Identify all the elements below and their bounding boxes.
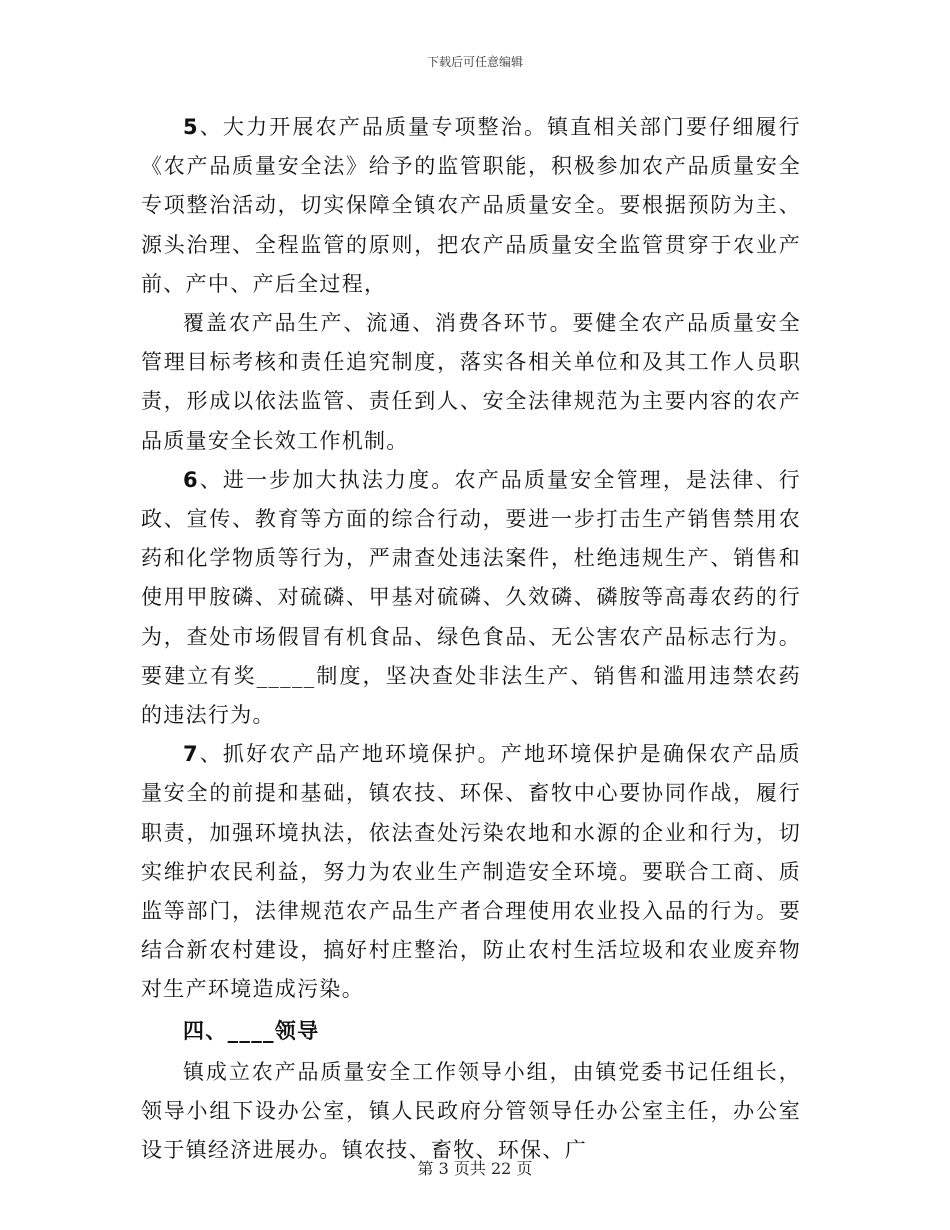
paragraph-leadership: 镇成立农产品质量安全工作领导小组，由镇党委书记任组长，领导小组下设办公室，镇人民政府分管领导任办公室主任，办公室设于镇经济进展办。镇农技、畜牧、环保、广 (141, 1059, 801, 1163)
item-number: 6 (183, 467, 199, 492)
page-header: 下载后可任意编辑 (426, 55, 523, 69)
paragraph-item-6 (141, 461, 801, 735)
paragraph-text: 、抓好农产品产地环境保护。产地环境保护是确保农产品质量安全的前提和基础，镇农技、环保、畜牧中心要协同作战，履行职责，加强环境执法，依法查处污染农地和水源的企业和行为，切实维护农民利益，努力为农业生产制造安全环境。要联合工商、质监等部门，法律规范农产品生产者合理使用农业投入品的行为。要结合新农村建设，搞好村庄整治，防止农村生活垃圾和农业废弃物对生产环境造成污染。 (141, 742, 801, 1002)
paragraph-continuation: 覆盖农产品生产、流通、消费各环节。要健全农产品质量安全管理目标考核和责任追究制度，落实各相关单位和及其工作人员职责，形成以依法监管、责任到人、安全法律规范为主要内容的农产品质量安全长效工作机制。 (141, 311, 801, 453)
item-number: 5 (183, 115, 199, 139)
section-heading: 四、____领导 (183, 1018, 320, 1043)
paragraph-item-7 (141, 735, 801, 1009)
paragraph-item-5 (141, 108, 801, 304)
page-footer: 第 3 页共 22 页 (417, 1159, 533, 1178)
document-body (141, 108, 801, 1170)
paragraph-text: 、大力开展农产品质量专项整治。镇直相关部门要仔细履行《农产品质量安全法》给予的监管职能，积极参加农产品质量安全专项整治活动，切实保障全镇农产品质量安全。要根据预防为主、源头治理、全程监管的原则，把农产品质量安全监管贯穿于农业产前、产中、产后全过程， (141, 115, 801, 296)
paragraph-text: 、进一步加大执法力度。农产品质量安全管理，是法律、行政、宣传、教育等方面的综合行动，要进一步打击生产销售禁用农药和化学物质等行为，严肃查处违法案件，杜绝违规生产、销售和使用甲胺磷、对硫磷、甲基对硫磷、久效磷、磷胺等高毒农药的行为，查处市场假冒有机食品、绿色食品、无公害农产品标志行为。要建立有奖_____制度，坚决查处非法生产、销售和滥用违禁农药的违法行为。 (141, 467, 801, 728)
item-number: 7 (183, 742, 199, 767)
